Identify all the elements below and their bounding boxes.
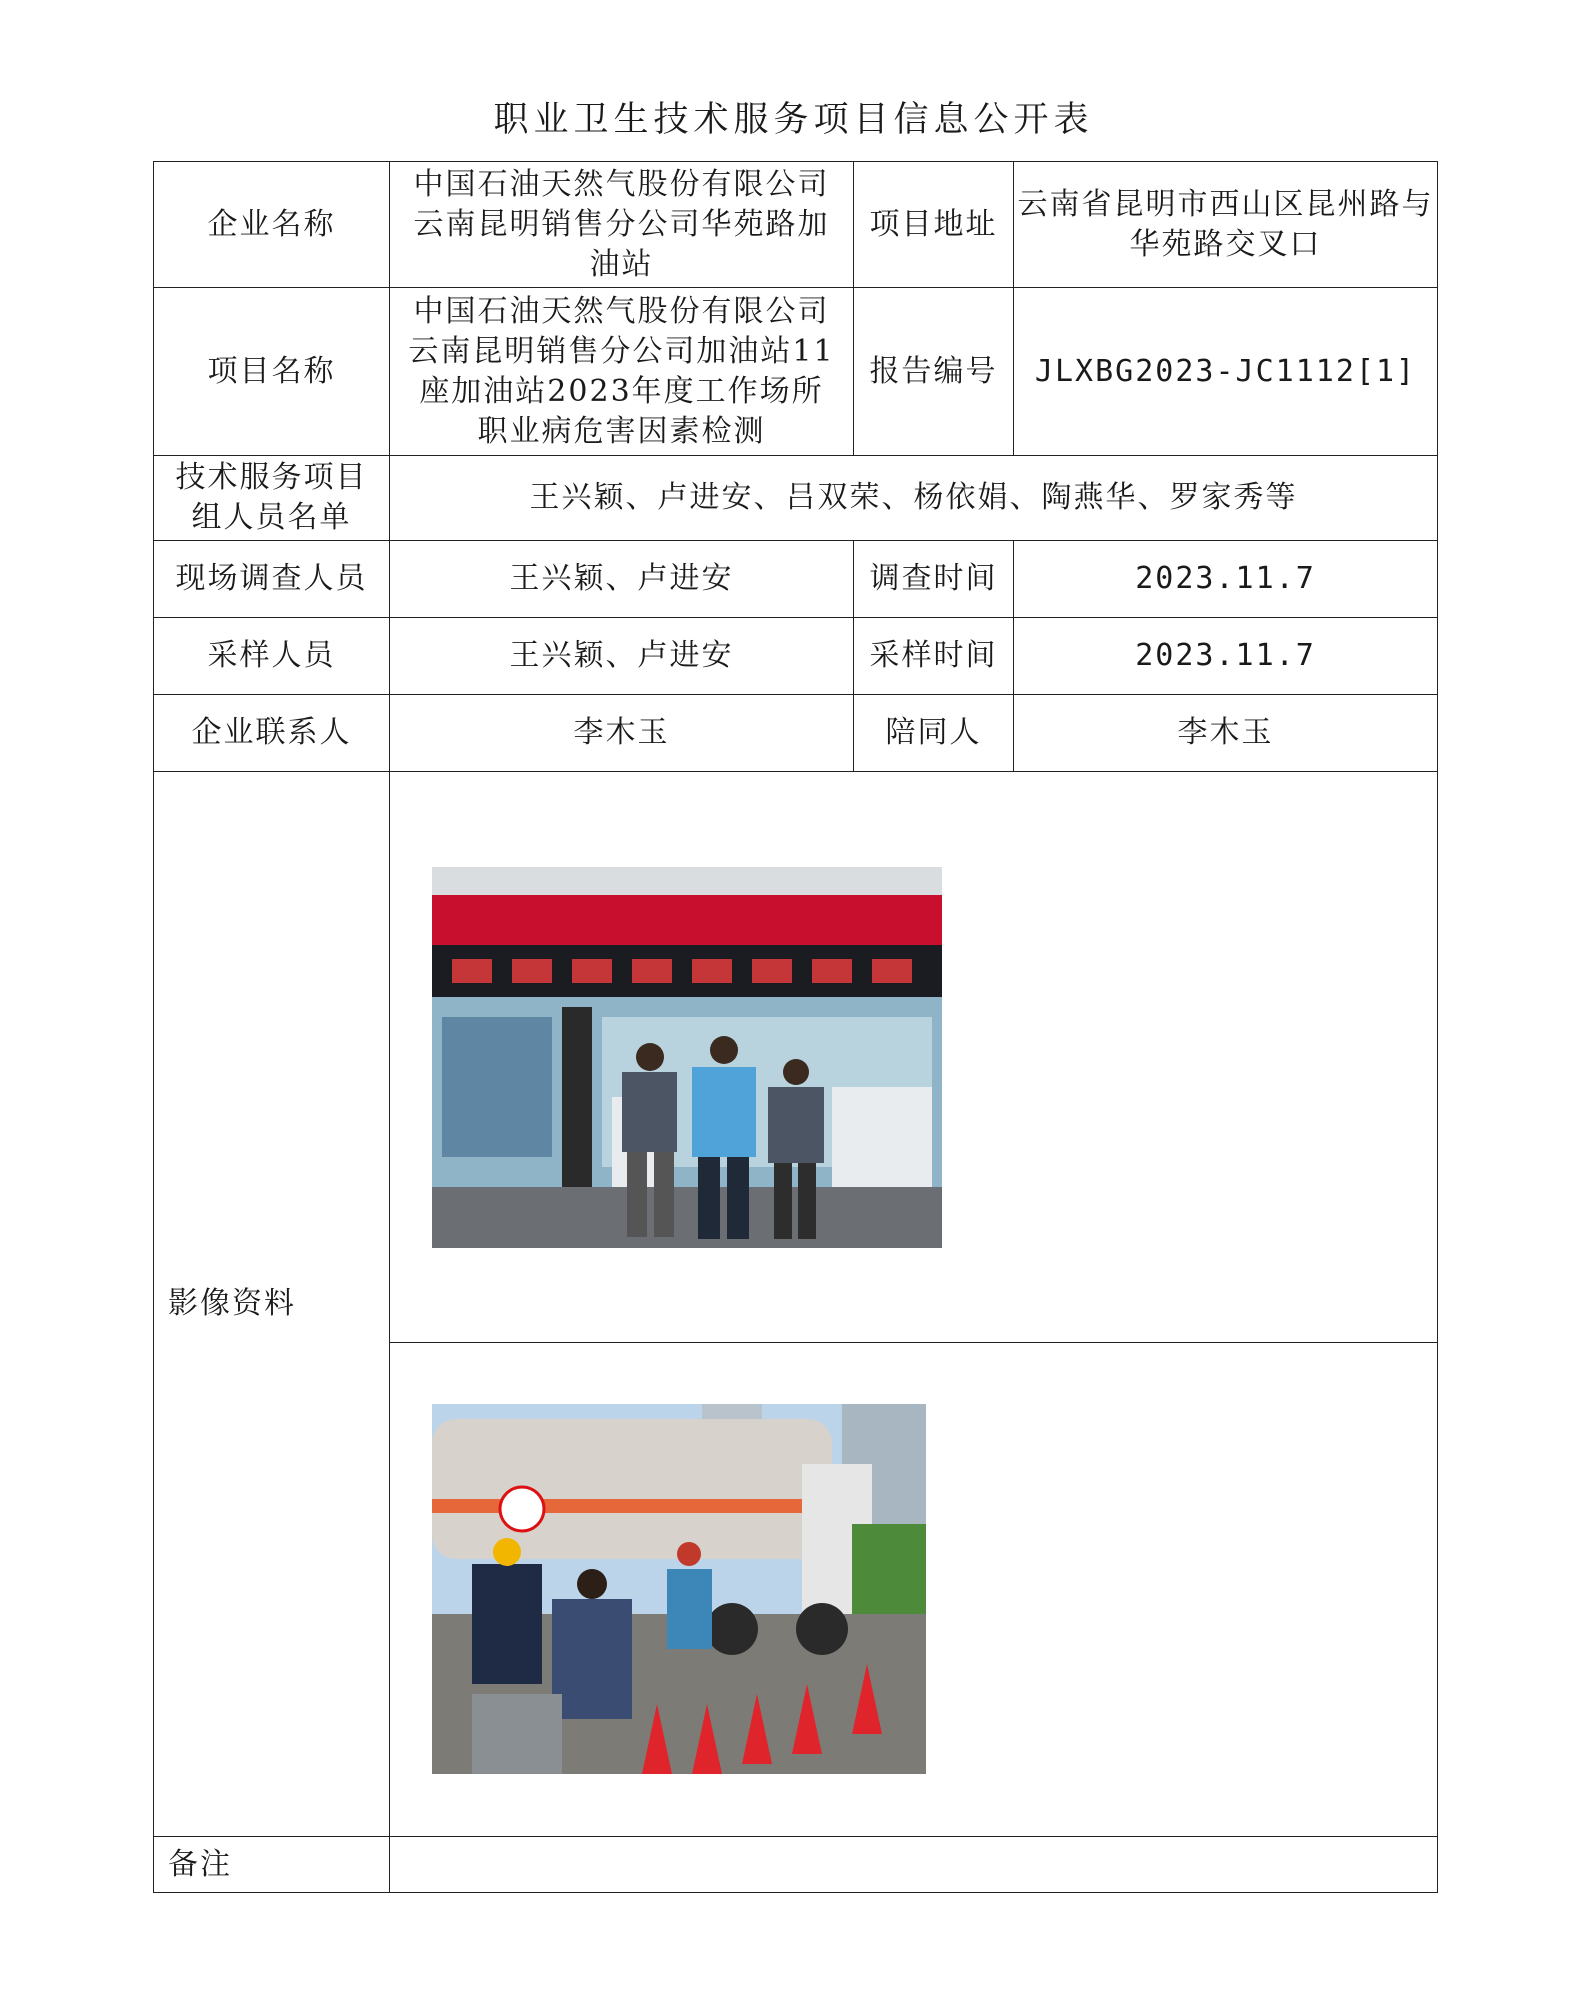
team-value: 王兴颖、卢进安、吕双荣、杨依娟、陶燕华、罗家秀等 bbox=[390, 456, 1438, 541]
table-row bbox=[154, 288, 1438, 456]
contact-label: 企业联系人 bbox=[154, 695, 390, 772]
address-label: 项目地址 bbox=[854, 162, 1014, 288]
sampling-staff-label: 采样人员 bbox=[154, 618, 390, 695]
company-value: 中国石油天然气股份有限公司云南昆明销售分公司华苑路加油站 bbox=[390, 162, 854, 288]
survey-time-value: 2023.11.7 bbox=[1014, 541, 1438, 618]
survey-staff-value: 王兴颖、卢进安 bbox=[390, 541, 854, 618]
page-title: 职业卫生技术服务项目信息公开表 bbox=[493, 100, 1094, 140]
report-number: JLXBG2023-JC1112[1] bbox=[1014, 288, 1438, 456]
escort-value: 李木玉 bbox=[1014, 695, 1438, 772]
team-label: 技术服务项目组人员名单 bbox=[154, 456, 390, 541]
sampling-time-label: 采样时间 bbox=[854, 618, 1014, 695]
table-row bbox=[154, 456, 1438, 541]
photo-cell-1 bbox=[390, 772, 1438, 1343]
report-label: 报告编号 bbox=[854, 288, 1014, 456]
photo-tanker-sampling bbox=[432, 1404, 926, 1774]
table-row bbox=[154, 772, 1438, 1343]
images-label: 影像资料 bbox=[154, 772, 390, 1837]
sampling-time-value: 2023.11.7 bbox=[1014, 618, 1438, 695]
info-table bbox=[153, 161, 1438, 1893]
table-row bbox=[154, 618, 1438, 695]
table-row bbox=[154, 1837, 1438, 1893]
remarks-value bbox=[390, 1837, 1438, 1893]
table-row bbox=[154, 541, 1438, 618]
escort-label: 陪同人 bbox=[854, 695, 1014, 772]
table-row bbox=[154, 695, 1438, 772]
photo-storefront bbox=[432, 867, 942, 1248]
sampling-staff-value: 王兴颖、卢进安 bbox=[390, 618, 854, 695]
project-label: 项目名称 bbox=[154, 288, 390, 456]
survey-time-label: 调查时间 bbox=[854, 541, 1014, 618]
survey-staff-label: 现场调查人员 bbox=[154, 541, 390, 618]
company-label: 企业名称 bbox=[154, 162, 390, 288]
contact-value: 李木玉 bbox=[390, 695, 854, 772]
project-value: 中国石油天然气股份有限公司云南昆明销售分公司加油站11座加油站2023年度工作场所职业病危害因素检测 bbox=[390, 288, 854, 456]
address-value: 云南省昆明市西山区昆州路与华苑路交叉口 bbox=[1014, 162, 1438, 288]
photo-cell-2 bbox=[390, 1343, 1438, 1837]
table-row bbox=[154, 162, 1438, 288]
remarks-label: 备注 bbox=[154, 1837, 390, 1893]
